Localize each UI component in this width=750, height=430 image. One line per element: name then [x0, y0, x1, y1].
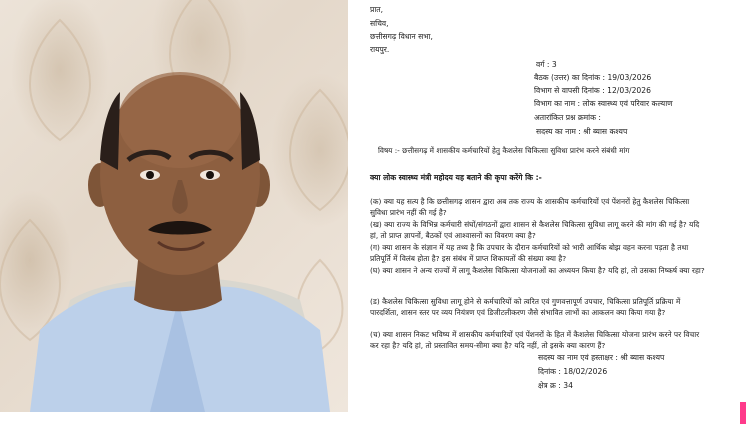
question-cha: (च) क्या शासन निकट भविष्य में शासकीय कर्मचारियों एवं पेंशनरों के हित में कैशलेस चिकित्सा योजना प्रारंभ करने पर विचार कर रहा है? यदि हां, तो प्रस्तावित समय-सीमा क्या है? यदि नहीं, तो इसके क्या कारण हैं?	[370, 330, 700, 351]
assembly-question-document	[362, 0, 750, 430]
politician-photo	[0, 0, 348, 412]
question-da: (ड) कैशलेस चिकित्सा सुविधा लागू होने से कर्मचारियों को त्वरित एवं गुणवत्तापूर्ण उपचार, चिकित्सा प्रतिपूर्ति प्रक्रिया में पारदर्शिता, शासन स्तर पर व्यय नियंत्रण एवं डिजीटलीकरण जैसे संभावित लाभों का आकलन क्या किया गया है?	[370, 297, 681, 318]
question-kha: (ख) क्या राज्य के विभिन्न कर्मचारी संघों/संगठनों द्वारा शासन से कैशलेस चिकित्सा सुविधा लागू करने की मांग की गई है? यदि हां, तो प्राप्त ज्ञापनों, बैठकों एवं आश्वासनों का विवरण क्या है?	[370, 220, 700, 241]
accent-mark	[740, 402, 746, 424]
address-line-2: सचिव,	[370, 19, 389, 28]
member-signature: सदस्य का नाम एवं हस्ताक्षर : श्री ब्यास कश्यप	[538, 353, 665, 362]
question-intro: क्या लोक स्वास्थ्य मंत्री महोदय यह बताने की कृपा करेंगे कि :-	[370, 173, 542, 182]
signature-date: दिनांक : 18/02/2026	[538, 367, 608, 376]
person-portrait	[0, 0, 348, 412]
question-ga: (ग) क्या शासन के संज्ञान में यह तथ्य है कि उपचार के दौरान कर्मचारियों को भारी आर्थिक बोझ वहन करना पड़ता है तथा प्रतिपूर्ति में विलंब होता है? इस संबंध में प्राप्त शिकायतों की संख्या क्या है?	[370, 243, 689, 264]
subject-line: विषय :- छत्तीसगढ़ में शासकीय कर्मचारियों हेतु कैशलेस चिकित्सा सुविधा प्रारंभ करने संबंधी मांग	[378, 146, 630, 155]
member-name: सदस्य का नाम : श्री ब्यास कश्यप	[536, 127, 628, 136]
varg-label: वर्ग : 3	[536, 60, 557, 69]
question-ka: (क) क्या यह सत्य है कि छत्तीसगढ़ शासन द्वारा अब तक राज्य के शासकीय कर्मचारियों एवं पेंशनरों हेतु कैशलेस चिकित्सा सुविधा प्रारंभ नहीं की गई है?	[370, 197, 690, 218]
address-line-4: रायपुर.	[370, 45, 390, 54]
panel-divider	[348, 0, 362, 430]
return-date: विभाग से वापसी दिनांक : 12/03/2026	[534, 86, 651, 95]
meeting-date: बैठक (उत्तर) का दिनांक : 19/03/2026	[534, 73, 652, 82]
department-name: विभाग का नाम : लोक स्वास्थ्य एवं परिवार कल्याण	[534, 99, 673, 108]
address-line-1: प्रात,	[370, 5, 384, 14]
question-gha: (घ) क्या शासन ने अन्य राज्यों में लागू कैशलेस चिकित्सा योजनाओं का अध्ययन किया है? यदि हां, तो उसका निष्कर्ष क्या रहा?	[370, 266, 705, 275]
address-line-3: छत्तीसगढ़ विधान सभा,	[370, 32, 433, 41]
question-number: अतारांकित प्रश्न क्रमांक :	[534, 113, 601, 122]
kshetra-number: क्षेत्र क्र : 34	[538, 381, 573, 390]
